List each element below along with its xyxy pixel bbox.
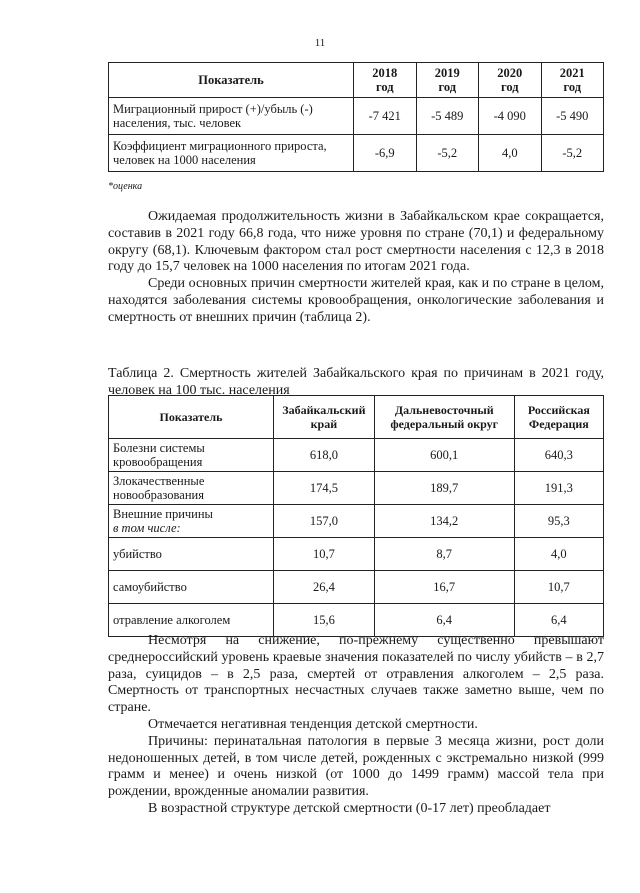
row-label: Злокачественные новообразования [109,472,274,505]
table-row [109,538,604,571]
table-note: *оценка [108,181,143,192]
body-text-1 [108,209,604,327]
table-row [109,604,604,637]
table-row [109,571,604,604]
table-row [109,472,604,505]
cell-value: -4 090 [479,98,542,135]
row-label: Болезни системы кровообращения [109,439,274,472]
cell-value: 189,7 [374,472,514,505]
row-label: самоубийство [109,571,274,604]
cell-value: 134,2 [374,505,514,538]
row-label: Миграционный прирост (+)/убыль (-) населения, тыс. человек [109,98,354,135]
cell-value: 174,5 [274,472,375,505]
cell-value: 640,3 [514,439,603,472]
cell-value: -5 489 [416,98,479,135]
year-label: 2021 год [559,66,585,94]
row-label: отравление алкоголем [109,604,274,637]
table-row [109,98,604,135]
table-header: Дальневосточный федеральный округ [374,396,514,439]
table-row [109,439,604,472]
paragraph: Ожидаемая продолжительность жизни в Забайкальском крае сокращается, составив в 2021 году 66,8 года, что ниже уровня по стране (70,1) и федеральному округу (68,1). Ключевым фактором стал рост смертности населения с 12,3 в 2018 году до 15,7 человек на 1000 населения по итогам 2021 года. [108,209,604,275]
cell-value: 6,4 [514,604,603,637]
cell-value: 157,0 [274,505,375,538]
paragraph: Отмечается негативная тенденция детской смертности. [148,716,478,732]
cell-value: -5,2 [541,135,604,172]
table-header: Забайкальский край [274,396,375,439]
paragraph: Несмотря на снижение, по-прежнему существенно превышают среднероссийский уровень краевые значения показателей по числу убийств – в 2,7 раза, суицидов – в 2,5 раза, смертей от отравления алкоголем – 2,5 раза. Смертность от транспортных несчастных случаев также заметно выше, чем по стране. [108,633,604,716]
cell-value: 191,3 [514,472,603,505]
table2-caption: Таблица 2. Смертность жителей Забайкальского края по причинам в 2021 году, человек на 100 тыс. населения [108,366,604,398]
row-label: убийство [109,538,274,571]
table-header [541,63,604,98]
row-label [109,505,274,538]
cell-value: 8,7 [374,538,514,571]
table-header [354,63,417,98]
cell-value: -7 421 [354,98,417,135]
cell-value: 16,7 [374,571,514,604]
cell-value: 15,6 [274,604,375,637]
mortality-table [108,395,604,637]
cell-value: -6,9 [354,135,417,172]
cell-value: 4,0 [514,538,603,571]
table-header: Показатель [109,63,354,98]
cell-value: 6,4 [374,604,514,637]
row-label-text: Внешние причины [113,507,213,521]
cell-value: 10,7 [274,538,375,571]
table-row [109,505,604,538]
year-label: 2019 год [434,66,460,94]
body-text-2 [108,633,604,818]
paragraph: Причины: перинатальная патология в первые 3 месяца жизни, рост доли недоношенных детей, в том числе детей, рожденных с экстремально низкой (999 грамм и менее) и очень низкой (от 1000 до 1499 грамм) массой тела при рождении, врожденные аномалии развития. [108,733,604,800]
migration-table [108,62,604,172]
cell-value: -5 490 [541,98,604,135]
year-label: 2018 год [372,66,398,94]
page-number: 11 [314,37,326,49]
table-header [479,63,542,98]
year-label: 2020 год [497,66,523,94]
row-sublabel: в том числе: [113,521,181,535]
cell-value: 618,0 [274,439,375,472]
table-header: Показатель [109,396,274,439]
cell-value: 10,7 [514,571,603,604]
cell-value: 26,4 [274,571,375,604]
table-header: Российская Федерация [514,396,603,439]
table-header [416,63,479,98]
paragraph: В возрастной структуре детской смертности (0-17 лет) преобладает [148,800,551,816]
cell-value: -5,2 [416,135,479,172]
table-row [109,135,604,172]
paragraph: Среди основных причин смертности жителей края, как и по стране в целом, находятся заболевания системы кровообращения, онкологические заболевания и смертность от внешних причин (таблица 2). [108,276,604,325]
cell-value: 600,1 [374,439,514,472]
cell-value: 4,0 [479,135,542,172]
cell-value: 95,3 [514,505,603,538]
row-label: Коэффициент миграционного прироста, человек на 1000 населения [109,135,354,172]
